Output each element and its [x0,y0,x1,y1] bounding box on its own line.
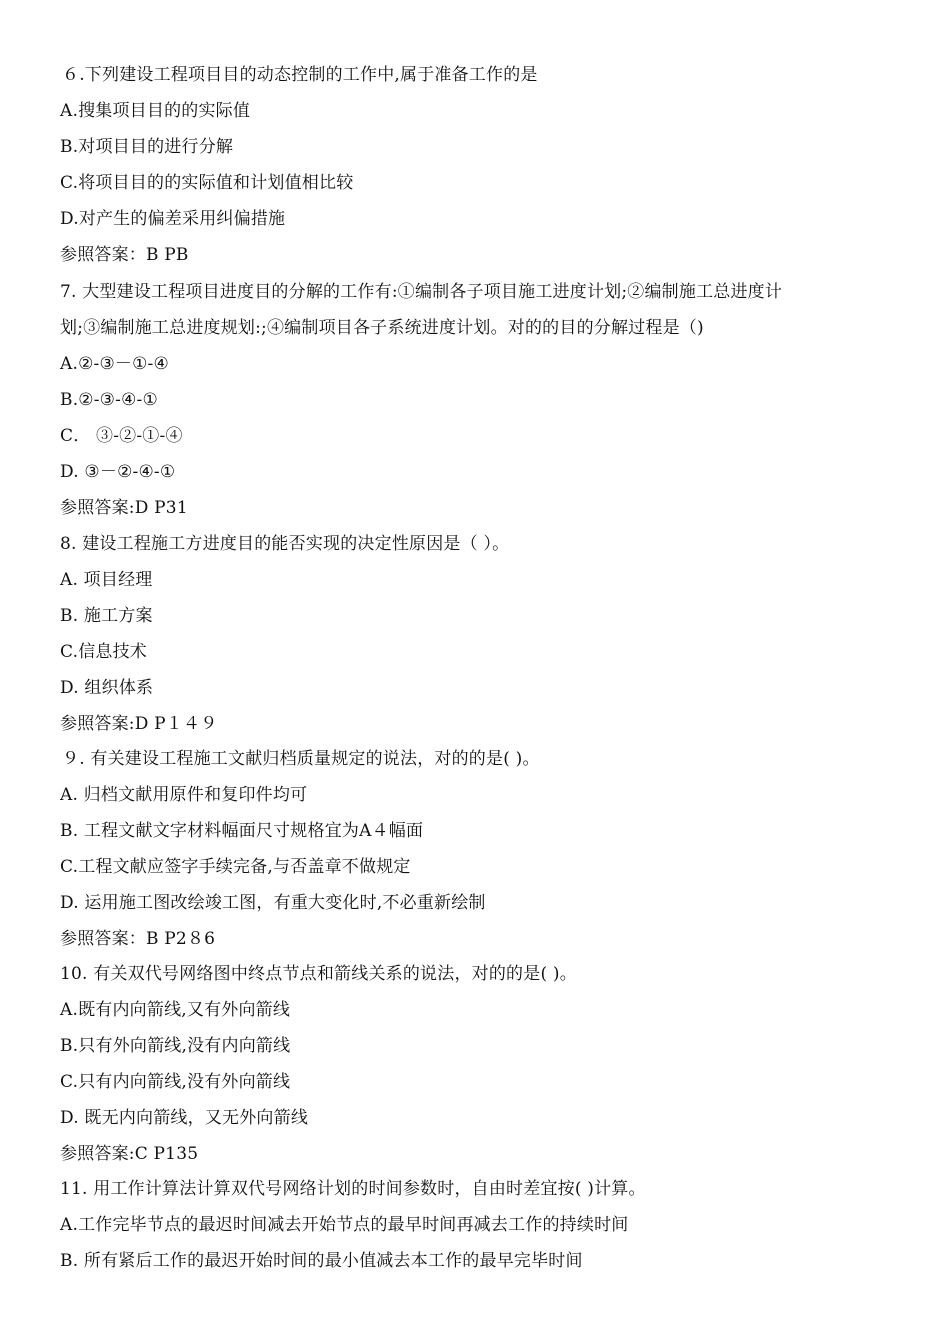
question-8-option-b: B. 施工方案 [60,606,153,626]
question-9-option-b: B. 工程文献文字材料幅面尺寸规格宜为A４幅面 [60,821,424,841]
question-6-answer: 参照答案：B PB [60,245,189,265]
question-10-answer: 参照答案:C P135 [60,1144,199,1164]
question-9-option-c: C.工程文献应签字手续完备,与否盖章不做规定 [60,857,411,877]
question-8-answer: 参照答案:D P１４９ [60,714,218,734]
question-11-option-a: A.工作完毕节点的最迟时间减去开始节点的最早时间再减去工作的持续时间 [60,1215,629,1235]
question-6-option-c: C.将项目目的的实际值和计划值相比较 [60,173,354,193]
question-11-option-b: B. 所有紧后工作的最迟开始时间的最小值减去本工作的最早完毕时间 [60,1251,583,1271]
question-9-stem: ９. 有关建设工程施工文献归档质量规定的说法，对的的是( )。 [62,749,540,769]
question-7-option-d: D. ③－②-④-① [60,462,176,482]
question-6-option-a: A.搜集项目目的的实际值 [60,101,251,121]
question-6-option-d: D.对产生的偏差采用纠偏措施 [60,209,286,229]
question-7-option-b: B.②-③-④-① [60,390,158,410]
question-9-answer: 参照答案：B P2８6 [60,929,216,949]
question-8-option-a: A. 项目经理 [60,570,153,590]
question-6-option-b: B.对项目目的进行分解 [60,137,234,157]
question-11-stem: 11. 用工作计算法计算双代号网络计划的时间参数时，自由时差宜按( )计算。 [60,1179,646,1199]
question-10-option-a: A.既有内向箭线,又有外向箭线 [60,1000,291,1020]
question-9-option-d: D. 运用施工图改绘竣工图，有重大变化时,不必重新绘制 [60,893,486,913]
question-10-stem: 10. 有关双代号网络图中终点节点和箭线关系的说法，对的的是( )。 [60,964,577,984]
question-8-option-d: D. 组织体系 [60,678,154,698]
question-8-option-c: C.信息技术 [60,642,148,662]
question-10-option-c: C.只有内向箭线,没有外向箭线 [60,1072,291,1092]
question-7-stem-line-1: 7. 大型建设工程项目进度目的分解的工作有:①编制各子项目施工进度计划;②编制施工总进度计 [60,282,783,302]
question-7-option-a: A.②-③－①-④ [60,354,169,374]
question-7-option-c: C． ③-②-①-④ [60,426,183,446]
question-6-stem: ６.下列建设工程项目目的动态控制的工作中,属于准备工作的是 [62,65,538,85]
question-7-stem-line-2: 划;③编制施工总进度规划:;④编制项目各子系统进度计划。对的的目的分解过程是（) [60,318,704,338]
question-8-stem: 8. 建设工程施工方进度目的能否实现的决定性原因是（ ）。 [60,534,510,554]
question-10-option-d: D. 既无内向箭线，又无外向箭线 [60,1108,309,1128]
question-9-option-a: A. 归档文献用原件和复印件均可 [60,785,308,805]
question-7-answer: 参照答案:D P31 [60,498,188,518]
question-10-option-b: B.只有外向箭线,没有内向箭线 [60,1036,291,1056]
